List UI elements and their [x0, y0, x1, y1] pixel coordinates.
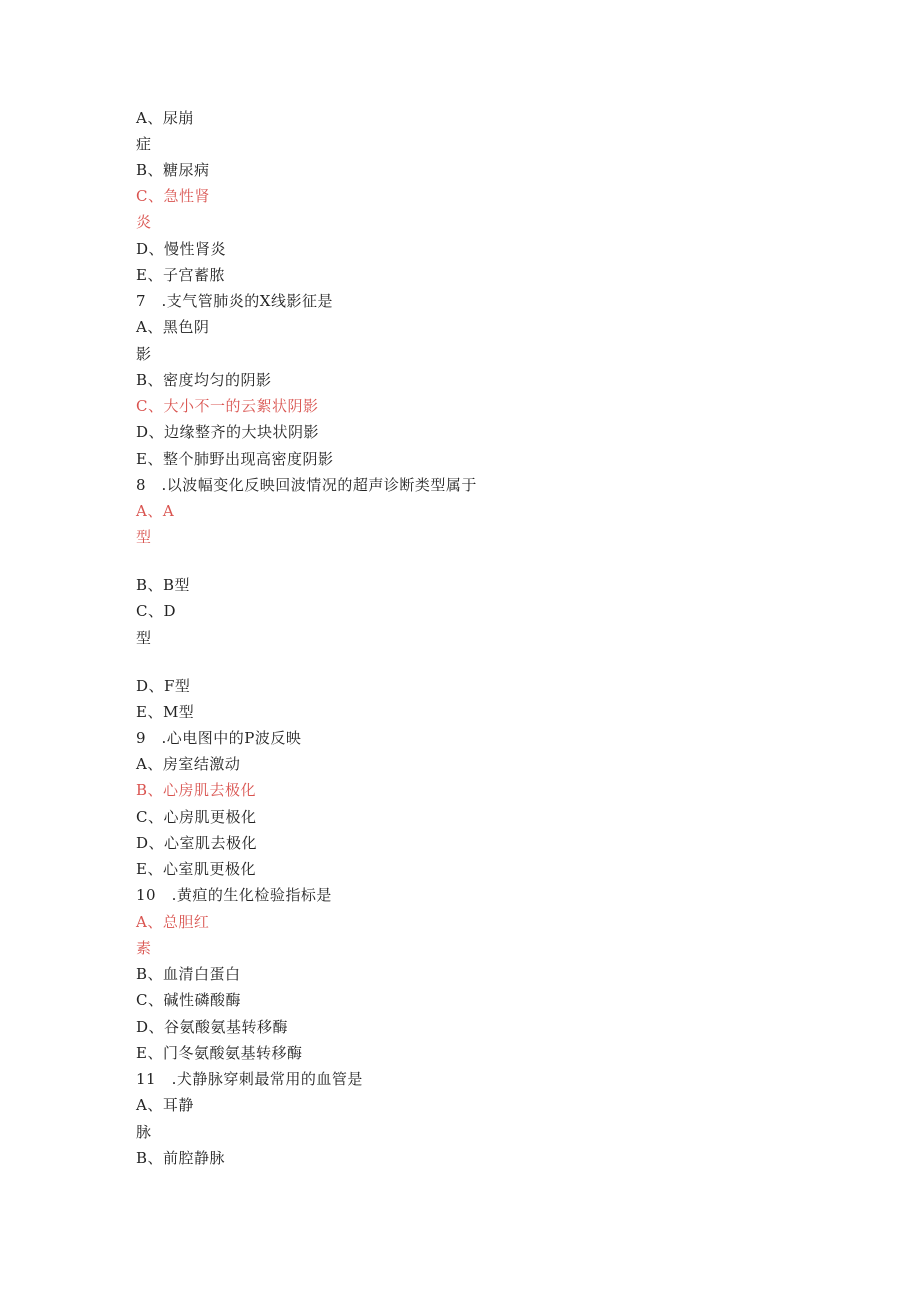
text-line: A、房室结激动 — [136, 755, 241, 773]
text-line: B、心房肌去极化 — [136, 781, 257, 799]
text-line: C、大小不一的云絮状阴影 — [136, 397, 319, 415]
text-line: B、B型 — [136, 576, 191, 594]
text-line: E、整个肺野出现高密度阴影 — [136, 450, 334, 468]
text-line: 型 — [136, 528, 152, 546]
question-line: 8 .以波幅变化反映回波情况的超声诊断类型属于 — [136, 476, 477, 494]
question-line: 9 .心电图中的P波反映 — [136, 729, 302, 747]
question-line: 7 .支气管肺炎的X线影征是 — [136, 292, 333, 310]
text-line: A、A — [136, 502, 175, 520]
text-line: 素 — [136, 939, 152, 957]
text-line: D、F型 — [136, 677, 191, 695]
text-line: B、血清白蛋白 — [136, 965, 241, 983]
text-line: 影 — [136, 345, 152, 363]
text-line: D、慢性肾炎 — [136, 240, 227, 258]
text-line: 型 — [136, 629, 152, 647]
text-line: E、M型 — [136, 703, 195, 721]
text-line: B、密度均匀的阴影 — [136, 371, 272, 389]
text-line: A、黑色阴 — [136, 318, 210, 336]
text-line: B、前腔静脉 — [136, 1149, 226, 1167]
text-line: E、门冬氨酸氨基转移酶 — [136, 1044, 303, 1062]
text-line: C、D — [136, 602, 177, 620]
text-line: A、总胆红 — [136, 913, 210, 931]
text-line: 脉 — [136, 1123, 152, 1141]
text-line: A、尿崩 — [136, 109, 194, 127]
text-line: E、子宫蓄脓 — [136, 266, 225, 284]
text-line: C、急性肾 — [136, 187, 210, 205]
text-line: A、耳静 — [136, 1096, 194, 1114]
text-line: E、心室肌更极化 — [136, 860, 256, 878]
text-line: D、谷氨酸氨基转移酶 — [136, 1018, 289, 1036]
text-line: C、心房肌更极化 — [136, 808, 257, 826]
text-line: 炎 — [136, 213, 152, 231]
question-line: 10 .黄疸的生化检验指标是 — [136, 886, 332, 904]
text-line: C、碱性磷酸酶 — [136, 991, 241, 1009]
text-line: 症 — [136, 135, 152, 153]
question-line: 11 .犬静脉穿刺最常用的血管是 — [136, 1070, 363, 1088]
text-line: D、边缘整齐的大块状阴影 — [136, 423, 320, 441]
text-line: B、糖尿病 — [136, 161, 210, 179]
text-line: D、心室肌去极化 — [136, 834, 258, 852]
